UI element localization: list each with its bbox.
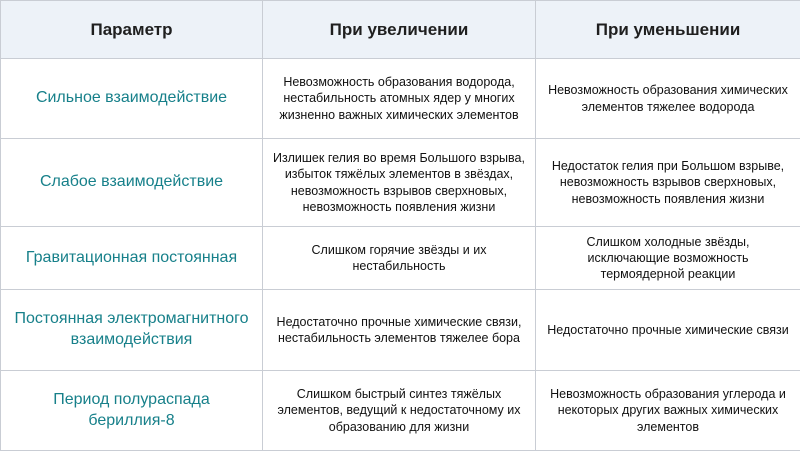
row-param: Постоянная электромагнитного взаимодействия	[1, 290, 263, 371]
header-increase: При увеличении	[263, 1, 536, 59]
table-row	[1, 371, 800, 451]
table-row	[1, 59, 800, 139]
table-row	[1, 139, 800, 227]
header-row	[1, 1, 800, 59]
row-increase: Слишком горячие звёзды и их нестабильность	[263, 227, 536, 290]
row-increase: Слишком быстрый синтез тяжёлых элементов, ведущий к недостаточному их образованию для жизни	[263, 371, 536, 451]
row-decrease: Невозможность образования химических элементов тяжелее водорода	[536, 59, 800, 139]
row-decrease: Недостаток гелия при Большом взрыве, невозможность взрывов сверхновых, невозможность появления жизни	[536, 139, 800, 227]
row-increase: Излишек гелия во время Большого взрыва, избыток тяжёлых элементов в звёздах, невозможность взрывов сверхновых, невозможность появления жизни	[263, 139, 536, 227]
row-increase: Недостаточно прочные химические связи, нестабильность элементов тяжелее бора	[263, 290, 536, 371]
table-body	[1, 59, 800, 451]
table-row	[1, 290, 800, 371]
header-param: Параметр	[1, 1, 263, 59]
row-param: Гравитационная постоянная	[1, 227, 263, 290]
row-decrease: Слишком холодные звёзды, исключающие возможность термоядерной реакции	[536, 227, 800, 290]
row-param: Слабое взаимодействие	[1, 139, 263, 227]
header-decrease: При уменьшении	[536, 1, 800, 59]
row-decrease: Невозможность образования углерода и некоторых других важных химических элементов	[536, 371, 800, 451]
row-param: Сильное взаимодействие	[1, 59, 263, 139]
row-param: Период полураспада бериллия-8	[1, 371, 263, 451]
table-header	[1, 1, 800, 59]
row-decrease: Недостаточно прочные химические связи	[536, 290, 800, 371]
row-increase: Невозможность образования водорода, нестабильность атомных ядер у многих жизненно важных химических элементов	[263, 59, 536, 139]
table-row	[1, 227, 800, 290]
